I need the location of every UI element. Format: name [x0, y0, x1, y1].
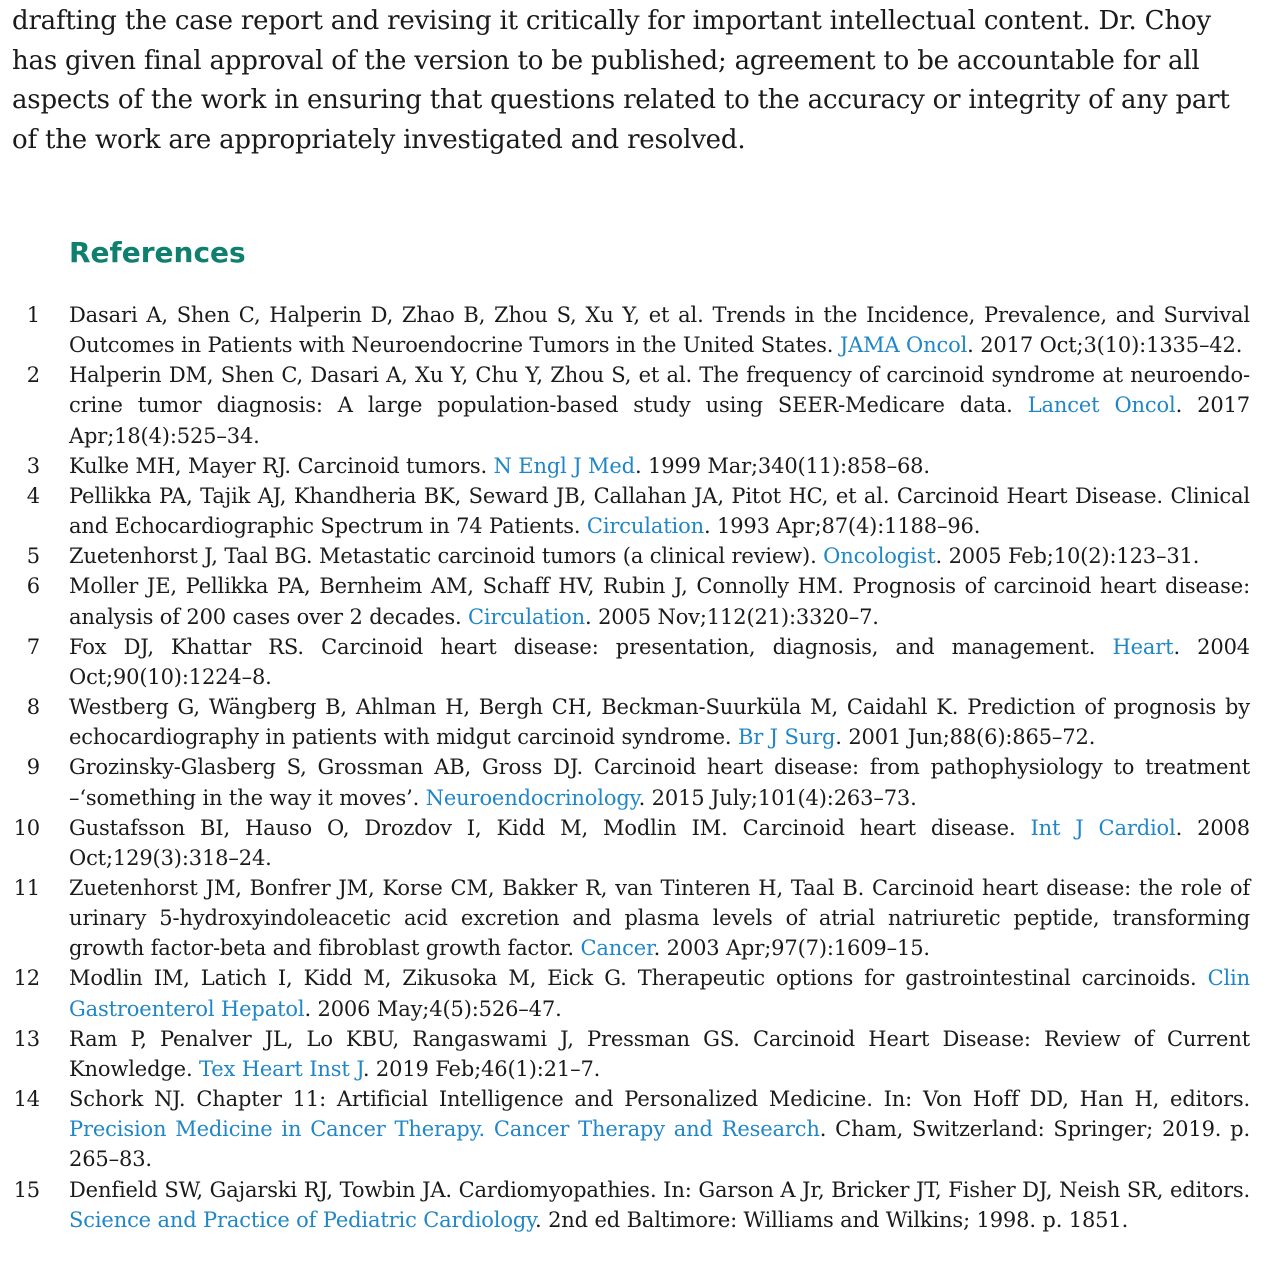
reference-citation-text: Schork NJ. Chapter 11: Artificial Intelligence and Personalized Medicine. In: Von Hoff DD, Han H, editors.: [69, 1087, 1250, 1112]
journal-link[interactable]: Oncologist: [823, 544, 936, 569]
reference-item: [0, 300, 1250, 360]
journal-link[interactable]: Heart: [1112, 634, 1174, 659]
journal-link[interactable]: JAMA Oncol: [839, 333, 968, 358]
journal-link[interactable]: Science and Practice of Pediatric Cardiology: [69, 1207, 536, 1232]
journal-link[interactable]: Circulation: [586, 514, 704, 539]
journal-link[interactable]: Lancet Oncol: [1027, 393, 1176, 418]
journal-link[interactable]: Clin Gastroenterol Hepatol: [69, 966, 1250, 1021]
journal-link[interactable]: Cancer: [580, 936, 654, 961]
reference-publication-details: . 1999 Mar;340(11):858–68.: [634, 453, 930, 478]
reference-list: [0, 300, 1250, 1235]
reference-citation-text: Ram P, Penalver JL, Lo KBU, Rangaswami J, Pressman GS. Carcinoid Heart Disease: Review of Current Knowledge.: [69, 1026, 1250, 1081]
journal-link[interactable]: Circulation: [468, 604, 586, 629]
reference-number: 5: [26, 544, 40, 569]
reference-number: 4: [26, 483, 40, 508]
journal-link[interactable]: Int J Cardiol: [1030, 815, 1176, 840]
reference-number: 10: [13, 815, 40, 840]
reference-publication-details: . Cham, Switzerland: Springer; 2019. p. 265–83.: [69, 1117, 1250, 1172]
reference-number: 8: [26, 695, 40, 720]
journal-link[interactable]: Tex Heart Inst J: [199, 1056, 363, 1081]
reference-number: 1: [26, 303, 40, 327]
reference-item: [0, 360, 1250, 450]
reference-citation-text: Dasari A, Shen C, Halperin D, Zhao B, Zhou S, Xu Y, et al. Trends in the Incidence, Prevalence, and Survival Outcomes in Patients with Neuroendocrine Tumors in the United States.: [69, 303, 1250, 358]
journal-link[interactable]: Neuroendocrinology: [425, 785, 639, 810]
reference-number: 7: [26, 634, 40, 659]
reference-number: 11: [13, 875, 40, 900]
reference-citation-text: Pellikka PA, Tajik AJ, Khandheria BK, Seward JB, Callahan JA, Pitot HC, et al. Carcinoid Heart Disease. Clinical and Echocardiographic Spectrum in 74 Patients.: [69, 483, 1250, 539]
reference-number: 6: [26, 574, 40, 599]
reference-publication-details: . 1993 Apr;87(4):1188–96.: [703, 514, 981, 539]
reference-number: 3: [26, 453, 40, 478]
reference-citation-text: Zuetenhorst J, Taal BG. Metastatic carcinoid tumors (a clinical review).: [69, 544, 824, 569]
reference-publication-details: . 2005 Nov;112(21):3320–7.: [585, 604, 879, 629]
reference-item: [0, 1084, 1250, 1174]
reference-publication-details: . 2003 Apr;97(7):1609–15.: [653, 936, 930, 961]
journal-link[interactable]: Br J Surg: [737, 725, 836, 750]
reference-item: [0, 813, 1250, 873]
reference-item: [0, 873, 1250, 963]
intro-text: drafting the case report and revising it critically for important intellectual content. Dr. Choy has given final approval of the version to be published; agreement to be accountable for all aspects of the work in ensuring that questions related to the accuracy or integrity of any part of the work are appropriately investigated and resolved.: [12, 6, 1230, 155]
reference-item: [0, 632, 1250, 692]
reference-citation-text: Moller JE, Pellikka PA, Bernheim AM, Schaff HV, Rubin J, Connolly HM. Prognosis of carcinoid heart disease: analysis of 200 cases over 2 decades.: [69, 574, 1250, 629]
reference-number: 13: [13, 1026, 40, 1051]
reference-item: [0, 692, 1250, 752]
reference-citation-text: Gustafsson BI, Hauso O, Drozdov I, Kidd M, Modlin IM. Carcinoid heart disease.: [69, 815, 1031, 840]
reference-citation-text: Halperin DM, Shen C, Dasari A, Xu Y, Chu Y, Zhou S, et al. The frequency of carcinoid syndrome at neuroendo-crine tumor diagnosis: A large population-based study using SEER-Medicare data.: [69, 363, 1250, 418]
reference-item: [0, 1175, 1250, 1235]
references-heading: References: [69, 236, 246, 269]
intro-paragraph: [12, 2, 1252, 160]
reference-citation-text: Zuetenhorst JM, Bonfrer JM, Korse CM, Bakker R, van Tinteren H, Taal B. Carcinoid heart disease: the role of urinary 5-hydroxyindoleacetic acid excretion and plasma levels of atrial natriuretic peptide, transforming growth factor-beta and fibroblast growth factor.: [69, 875, 1250, 961]
reference-publication-details: . 2015 July;101(4):263–73.: [638, 785, 917, 810]
reference-publication-details: . 2017 Apr;18(4):525–34.: [69, 393, 1251, 448]
reference-item: [0, 752, 1250, 812]
reference-item: [0, 571, 1250, 631]
reference-citation-text: Modlin IM, Latich I, Kidd M, Zikusoka M, Eick G. Therapeutic options for gastrointestinal carcinoids.: [69, 966, 1208, 991]
reference-publication-details: . 2nd ed Baltimore: Williams and Wilkins; 1998. p. 1851.: [535, 1207, 1129, 1232]
reference-number: 12: [13, 966, 40, 991]
reference-publication-details: . 2004 Oct;90(10):1224–8.: [69, 634, 1251, 689]
reference-item: [0, 541, 1250, 571]
reference-item: [0, 451, 1250, 481]
reference-publication-details: . 2008 Oct;129(3):318–24.: [69, 815, 1250, 870]
reference-publication-details: . 2017 Oct;3(10):1335–42.: [967, 333, 1243, 358]
reference-item: [0, 963, 1250, 1023]
reference-citation-text: Kulke MH, Mayer RJ. Carcinoid tumors.: [69, 453, 494, 478]
reference-citation-text: Westberg G, Wängberg B, Ahlman H, Bergh CH, Beckman-Suurküla M, Caidahl K. Prediction of prognosis by echocardiography in patients with midgut carcinoid syndrome.: [69, 695, 1250, 750]
reference-item: [0, 481, 1250, 541]
reference-publication-details: . 2005 Feb;10(2):123–31.: [935, 544, 1200, 569]
reference-publication-details: . 2019 Feb;46(1):21–7.: [362, 1056, 601, 1081]
reference-citation-text: Grozinsky-Glasberg S, Grossman AB, Gross DJ. Carcinoid heart disease: from pathophysiology to treatment –‘something in the way it moves’.: [69, 755, 1250, 810]
reference-citation-text: Denfield SW, Gajarski RJ, Towbin JA. Cardiomyopathies. In: Garson A Jr, Bricker JT, Fisher DJ, Neish SR, editors.: [69, 1177, 1250, 1202]
reference-citation-text: Fox DJ, Khattar RS. Carcinoid heart disease: presentation, diagnosis, and management.: [69, 634, 1113, 659]
reference-publication-details: . 2006 May;4(5):526–47.: [304, 996, 562, 1021]
reference-publication-details: . 2001 Jun;88(6):865–72.: [835, 725, 1096, 750]
reference-number: 9: [26, 755, 40, 780]
reference-number: 14: [13, 1087, 40, 1112]
journal-link[interactable]: N Engl J Med: [493, 453, 635, 478]
reference-item: [0, 1024, 1250, 1084]
reference-number: 15: [13, 1177, 40, 1202]
reference-number: 2: [26, 363, 40, 388]
journal-link[interactable]: Precision Medicine in Cancer Therapy. Cancer Therapy and Research: [69, 1117, 820, 1142]
